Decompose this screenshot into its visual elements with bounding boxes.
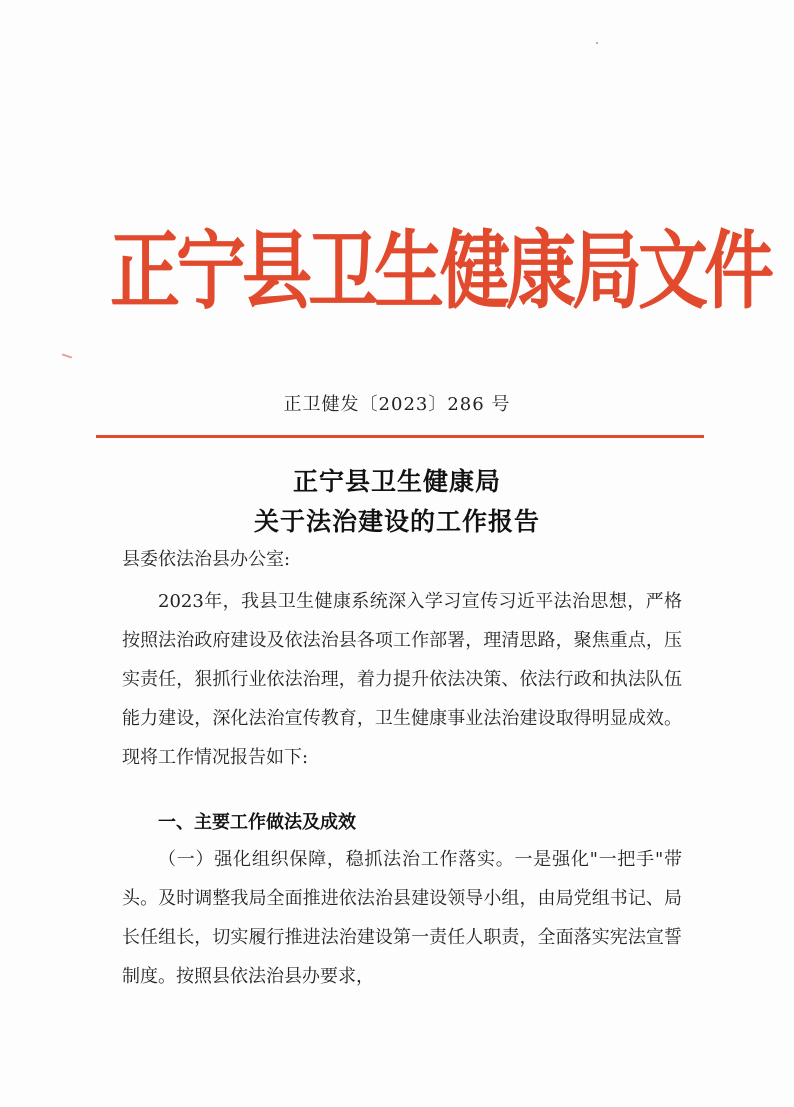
document-number: 正卫健发〔2023〕286 号	[283, 394, 511, 415]
salutation: 县委依法治县办公室:	[122, 549, 291, 570]
red-divider-line	[96, 435, 704, 438]
scan-mark	[62, 354, 72, 359]
scan-mark	[596, 42, 598, 44]
section1-paragraph-1: （一）强化组织保障，稳抓法治工作落实。一是强化"一把手"带头。及时调整我局全面推进依法治县建设领导小组，由局党组书记、局长任组长，切实履行推进法治建设第一责任人职责，全面落实宪法宣誓制度。按照县依法治县办要求，	[122, 849, 682, 987]
document-masthead: 正宁县卫生健康局文件	[110, 219, 770, 322]
section-heading-1: 一、主要工作做法及成效	[158, 812, 356, 833]
intro-paragraph: 2023年，我县卫生健康系统深入学习宣传习近平法治思想，严格按照法治政府建设及依法治县各项工作部署，理清思路，聚焦重点，压实责任，狠抓行业依法治理，着力提升依法决策、依法行政和执法队伍能力建设，深化法治宣传教育，卫生健康事业法治建设取得明显成效。现将工作情况报告如下:	[122, 591, 682, 768]
report-title-line-1: 正宁县卫生健康局	[292, 467, 501, 496]
report-title-line-2: 关于法治建设的工作报告	[253, 507, 540, 536]
